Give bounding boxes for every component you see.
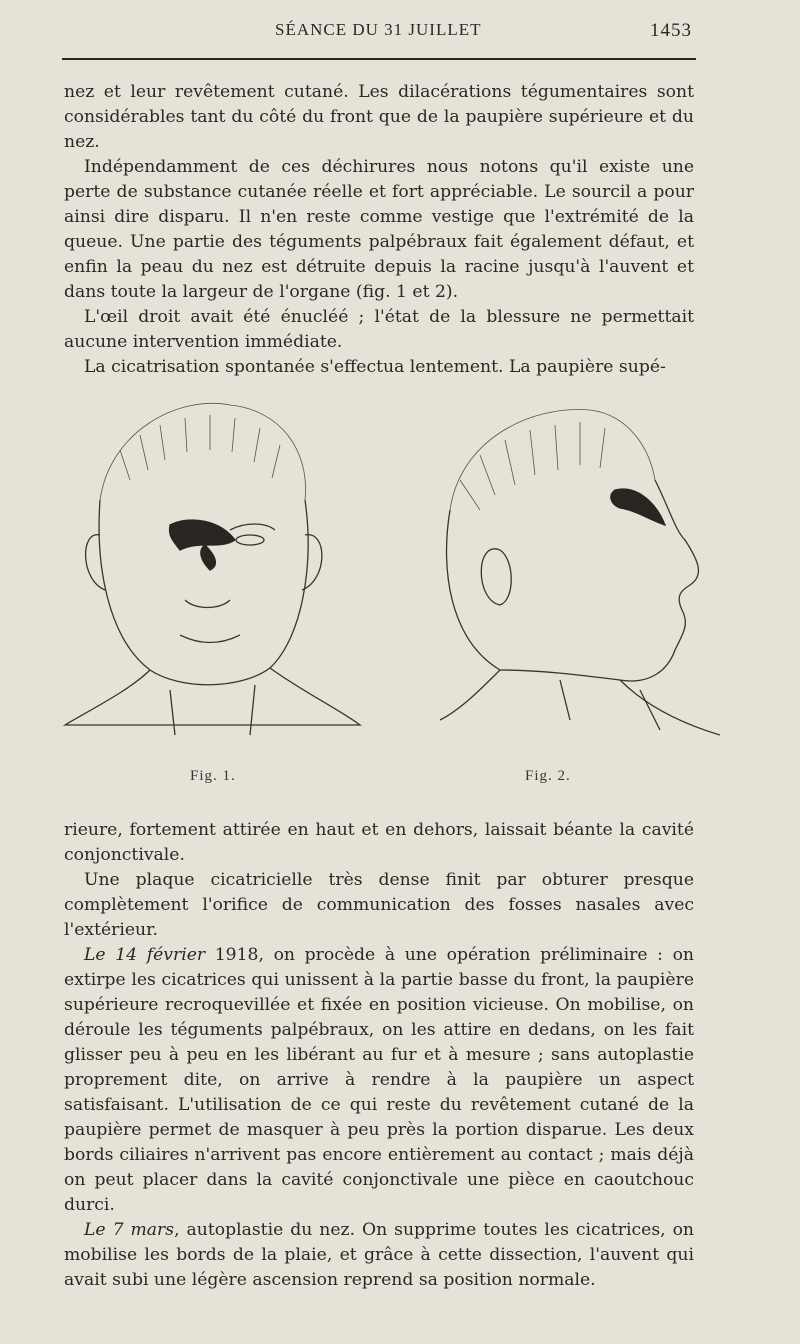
header-title: SÉANCE DU 31 JUILLET [275,20,482,39]
page-number: 1453 [650,20,692,41]
fig2-caption: Fig. 2. [525,768,571,784]
figures-area [60,390,720,800]
paragraph-7-text: 1918, on procède à une opération préliminaire : on extirpe les cicatrices qui unissent à la partie basse du front, la paupière supérieure recroquevillée et fixée en position vicieuse. On mobilise, on déroule les téguments palpébraux, on les attire en dedans, on les fait glisser peu à peu en les libérant au fur et à mesure ; sans autoplastie proprement dite, on arrive à rendre à la paupière un aspect satisfaisant. L'utilisation de ce qui reste du revêtement cutané de la paupière permet de masquer à peu près la portion disparue. Les deux bords ciliaires n'arrivent pas encore entièrement au contact ; mais déjà on peut placer dans la cavité conjonctivale une pièce en caoutchouc durci. [64,945,694,1215]
date-7-mars: Le 7 mars [84,1220,175,1240]
paragraph-6: Une plaque cicatricielle très dense finit par obturer presque complètement l'orifice de communication des fosses nasales avec l'extérieur. [64,870,694,940]
fig1-caption: Fig. 1. [190,768,236,784]
paragraph-2: Indépendamment de ces déchirures nous notons qu'il existe une perte de substance cutanée réelle et fort appréciable. Le sourcil a pour ainsi dire disparu. Il n'en reste comme vestige que l'extrémité de la queue. Une partie des téguments palpébraux fait également défaut, et enfin la peau du nez est détruite depuis la racine jusqu'à l'auvent et dans toute la largeur de l'organe (fig. 1 et 2). [64,157,694,302]
date-14-fevrier: Le 14 février [84,945,206,965]
paragraph-1: nez et leur revêtement cutané. Les dilacérations tégumentaires sont considérables tant du côté du front que de la paupière supérieure et du nez. [64,82,694,152]
fig1-frontal-face-illustration [60,390,370,760]
paragraph-7 [64,943,694,1218]
header-rule [62,58,696,60]
paragraph-5: rieure, fortement attirée en haut et en dehors, laissait béante la cavité conjonctivale. [64,820,694,865]
top-text-block [64,80,694,380]
paragraph-4: La cicatrisation spontanée s'effectua lentement. La paupière supé- [84,357,666,377]
running-header [60,16,700,46]
fig2-profile-face-illustration [420,400,720,760]
paragraph-3: L'œil droit avait été énucléé ; l'état de la blessure ne permettait aucune intervention immédiate. [64,307,694,352]
paragraph-8 [64,1218,694,1293]
bottom-text-block [64,818,694,1293]
paragraph-8-text: , autoplastie du nez. On supprime toutes les cicatrices, on mobilise les bords de la plaie, et grâce à cette dissection, l'auvent qui avait subi une légère ascension reprend sa position normale. [64,1220,694,1290]
